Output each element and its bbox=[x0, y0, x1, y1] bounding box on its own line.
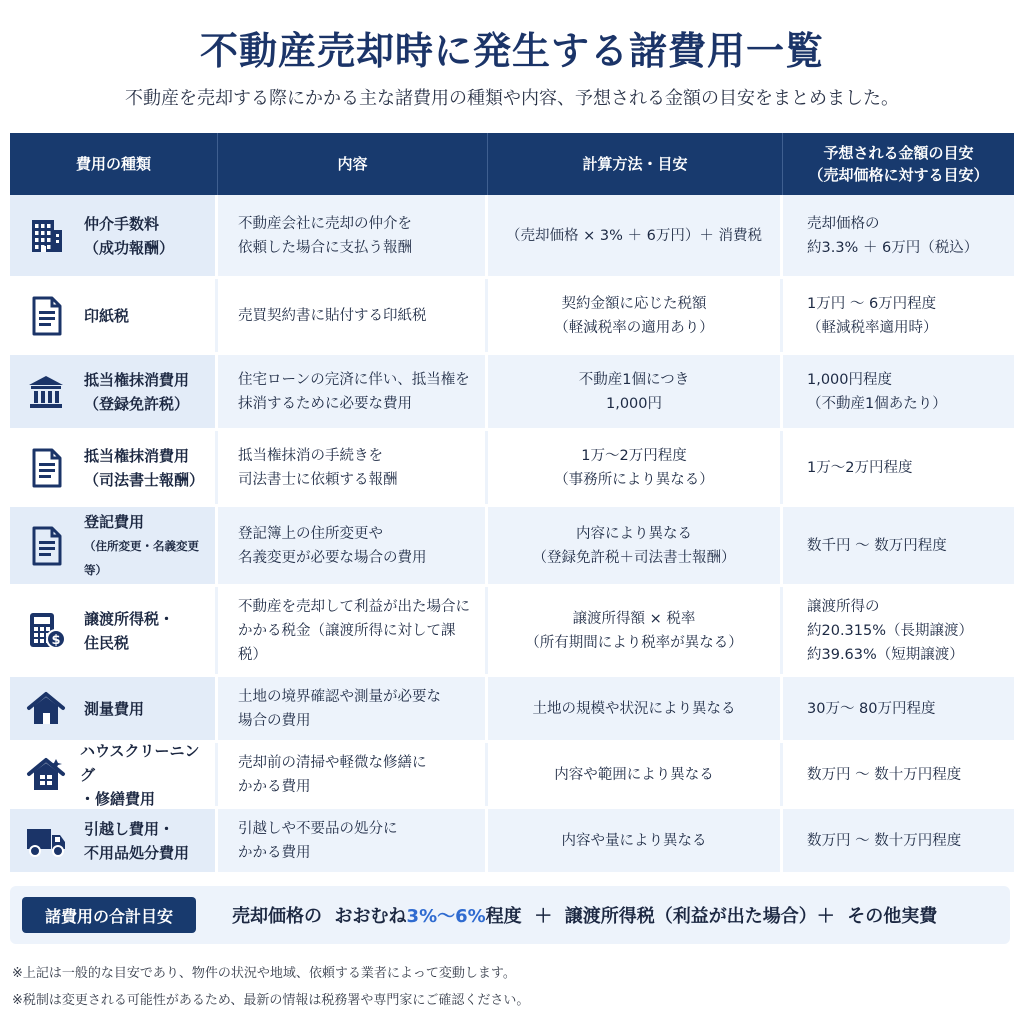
cell-type bbox=[10, 809, 218, 872]
estimate-line: 30万〜 80万円程度 bbox=[807, 700, 936, 717]
cell-content bbox=[218, 355, 488, 428]
cell-content bbox=[218, 279, 488, 352]
content-line: 不動産を売却して利益が出た場合に bbox=[238, 598, 470, 615]
method-line: （売却価格 × 3% ＋ 6万円）＋ 消費税 bbox=[506, 227, 762, 244]
cell-type bbox=[10, 507, 218, 584]
type-label-line: 抵当権抹消費用 bbox=[84, 446, 190, 465]
svg-text:$: $ bbox=[51, 632, 61, 648]
content-line: 住宅ローンの完済に伴い、抵当権を bbox=[238, 371, 470, 388]
summary-box bbox=[10, 886, 1010, 944]
header-type: 費用の種類 bbox=[10, 133, 218, 195]
summary-text-accent: 3%〜6% bbox=[406, 906, 486, 927]
cell-method bbox=[488, 677, 783, 740]
type-label bbox=[84, 304, 129, 328]
type-label-line: 住民税 bbox=[84, 633, 130, 652]
cell-method bbox=[488, 809, 783, 872]
method-line: （登録免許税＋司法書士報酬） bbox=[532, 549, 736, 566]
table-row bbox=[10, 195, 1014, 279]
table-header bbox=[10, 133, 1014, 195]
method-line: 不動産1個につき bbox=[578, 371, 690, 388]
cell-type bbox=[10, 743, 218, 806]
header-method: 計算方法・目安 bbox=[488, 133, 783, 195]
method-line: （事務所により異なる） bbox=[554, 471, 714, 488]
content-line: 引越しや不要品の処分に bbox=[238, 820, 398, 837]
type-label-line: （司法書士報酬） bbox=[84, 470, 205, 489]
type-label-line: 測量費用 bbox=[84, 699, 145, 718]
cell-method bbox=[488, 355, 783, 428]
estimate-line: 約20.315%（長期譲渡） bbox=[807, 622, 974, 639]
cost-table bbox=[10, 133, 1014, 877]
document-icon bbox=[24, 524, 68, 568]
truck-icon bbox=[24, 819, 68, 863]
cell-type bbox=[10, 677, 218, 740]
content-line: かかる税金（譲渡所得に対して課税） bbox=[238, 622, 456, 663]
content-line: 司法書士に依頼する報酬 bbox=[238, 471, 398, 488]
method-line: （所有期間により税率が異なる） bbox=[525, 634, 743, 651]
cell-method bbox=[488, 279, 783, 352]
method-line: 契約金額に応じた税額 bbox=[561, 295, 707, 312]
footnote: ※税制は変更される可能性があるため、最新の情報は税務署や専門家にご確認ください。 bbox=[12, 993, 530, 1008]
type-label-line: （登録免許税） bbox=[84, 394, 190, 413]
method-line: 内容や量により異なる bbox=[561, 832, 707, 849]
type-label-line: 登記費用 bbox=[84, 512, 145, 531]
estimate-line: 1,000円程度 bbox=[807, 371, 893, 388]
cell-content bbox=[218, 809, 488, 872]
estimate-line: 売却価格の bbox=[807, 215, 880, 232]
header-estimate-line2: （売却価格に対する目安） bbox=[808, 166, 989, 184]
method-line: 内容により異なる bbox=[576, 525, 692, 542]
house-icon bbox=[24, 687, 68, 731]
cell-estimate bbox=[783, 809, 1014, 872]
house-cleaning-icon bbox=[24, 753, 68, 797]
method-line: 土地の規模や状況により異なる bbox=[532, 700, 736, 717]
office-building-icon bbox=[24, 214, 68, 258]
summary-badge: 諸費用の合計目安 bbox=[22, 897, 196, 933]
summary-text bbox=[232, 902, 937, 928]
method-line: 1,000円 bbox=[605, 395, 662, 412]
cell-method bbox=[488, 195, 783, 276]
type-label-line: 引越し費用・ bbox=[84, 819, 175, 838]
cell-estimate bbox=[783, 743, 1014, 806]
summary-text-after: 程度 ＋ 譲渡所得税（利益が出た場合）＋ その他実費 bbox=[485, 906, 938, 927]
type-label-line: 印紙税 bbox=[84, 306, 130, 325]
content-line: かかる費用 bbox=[238, 844, 311, 861]
cell-type bbox=[10, 279, 218, 352]
estimate-line: 譲渡所得の bbox=[807, 598, 880, 615]
estimate-line: 約39.63%（短期譲渡） bbox=[807, 646, 964, 663]
table-row bbox=[10, 677, 1014, 743]
cell-content bbox=[218, 743, 488, 806]
content-line: 名義変更が必要な場合の費用 bbox=[238, 549, 427, 566]
table-row bbox=[10, 587, 1014, 677]
type-label-line: ・修繕費用 bbox=[80, 789, 156, 808]
estimate-line: 約3.3% ＋ 6万円（税込） bbox=[807, 239, 979, 256]
type-label-line: 不用品処分費用 bbox=[84, 843, 190, 862]
table-row bbox=[10, 355, 1014, 431]
method-line: 内容や範囲により異なる bbox=[554, 766, 714, 783]
document-icon bbox=[24, 294, 68, 338]
content-line: 不動産会社に売却の仲介を bbox=[238, 215, 412, 232]
cell-method bbox=[488, 743, 783, 806]
content-line: 登記簿上の住所変更や bbox=[238, 525, 383, 542]
table-row bbox=[10, 507, 1014, 587]
estimate-line: （不動産1個あたり） bbox=[807, 395, 947, 412]
cell-type bbox=[10, 195, 218, 276]
type-label bbox=[84, 817, 189, 865]
estimate-line: 1万円 〜 6万円程度 bbox=[807, 295, 937, 312]
cell-estimate bbox=[783, 279, 1014, 352]
cell-content bbox=[218, 587, 488, 674]
estimate-line: 数万円 〜 数十万円程度 bbox=[807, 832, 962, 849]
table-row bbox=[10, 279, 1014, 355]
type-label bbox=[84, 444, 204, 492]
type-label-line: 譲渡所得税・ bbox=[84, 609, 175, 628]
summary-text-before: 売却価格の おおむね bbox=[232, 906, 407, 927]
cell-estimate bbox=[783, 195, 1014, 276]
type-label-line: （成功報酬） bbox=[84, 238, 175, 257]
table-row bbox=[10, 809, 1014, 875]
cell-content bbox=[218, 507, 488, 584]
method-line: （軽減税率の適用あり） bbox=[554, 319, 714, 336]
table-row bbox=[10, 743, 1014, 809]
cell-method bbox=[488, 507, 783, 584]
type-label-line: ハウスクリーニング bbox=[80, 741, 200, 784]
cell-estimate bbox=[783, 587, 1014, 674]
cell-type bbox=[10, 431, 218, 504]
type-label-line: 仲介手数料 bbox=[84, 214, 160, 233]
page-subtitle: 不動産を売却する際にかかる主な諸費用の種類や内容、予想される金額の目安をまとめました。 bbox=[125, 88, 899, 109]
content-line: 土地の境界確認や測量が必要な bbox=[238, 688, 441, 705]
calculator-icon bbox=[24, 609, 68, 653]
page-title: 不動産売却時に発生する諸費用一覧 bbox=[199, 29, 824, 73]
estimate-line: 数千円 〜 数万円程度 bbox=[807, 537, 947, 554]
type-label bbox=[80, 739, 205, 811]
table-row bbox=[10, 431, 1014, 507]
cell-method bbox=[488, 431, 783, 504]
cell-estimate bbox=[783, 431, 1014, 504]
content-line: 売買契約書に貼付する印紙税 bbox=[238, 307, 427, 324]
header-estimate-line1: 予想される金額の目安 bbox=[823, 144, 974, 162]
content-line: 抵当権抹消の手続きを bbox=[238, 447, 383, 464]
content-line: かかる費用 bbox=[238, 778, 311, 795]
cell-type bbox=[10, 587, 218, 674]
cell-content bbox=[218, 431, 488, 504]
cell-content bbox=[218, 195, 488, 276]
method-line: 1万〜2万円程度 bbox=[581, 447, 687, 464]
estimate-line: 1万〜2万円程度 bbox=[807, 459, 913, 476]
header-estimate bbox=[783, 133, 1014, 195]
footnote: ※上記は一般的な目安であり、物件の状況や地域、依頼する業者によって変動します。 bbox=[12, 966, 516, 981]
bank-icon bbox=[24, 370, 68, 414]
estimate-line: 数万円 〜 数十万円程度 bbox=[807, 766, 962, 783]
footnotes bbox=[12, 960, 1012, 1014]
type-label bbox=[84, 697, 144, 721]
document-icon bbox=[24, 446, 68, 490]
cell-estimate bbox=[783, 507, 1014, 584]
method-line: 譲渡所得額 × 税率 bbox=[572, 610, 696, 627]
content-line: 依頼した場合に支払う報酬 bbox=[238, 239, 412, 256]
type-label-line: （住所変更・名義変更等） bbox=[84, 538, 199, 577]
type-label bbox=[84, 607, 174, 655]
header-content: 内容 bbox=[218, 133, 488, 195]
type-label bbox=[84, 212, 174, 260]
cell-type bbox=[10, 355, 218, 428]
cell-estimate bbox=[783, 677, 1014, 740]
content-line: 抹消するために必要な費用 bbox=[238, 395, 412, 412]
content-line: 場合の費用 bbox=[238, 712, 311, 729]
cell-estimate bbox=[783, 355, 1014, 428]
type-label bbox=[84, 368, 189, 416]
cell-content bbox=[218, 677, 488, 740]
cell-method bbox=[488, 587, 783, 674]
content-line: 売却前の清掃や軽微な修繕に bbox=[238, 754, 427, 771]
type-label-line: 抵当権抹消費用 bbox=[84, 370, 190, 389]
type-label bbox=[84, 510, 205, 582]
estimate-line: （軽減税率適用時） bbox=[807, 319, 938, 336]
